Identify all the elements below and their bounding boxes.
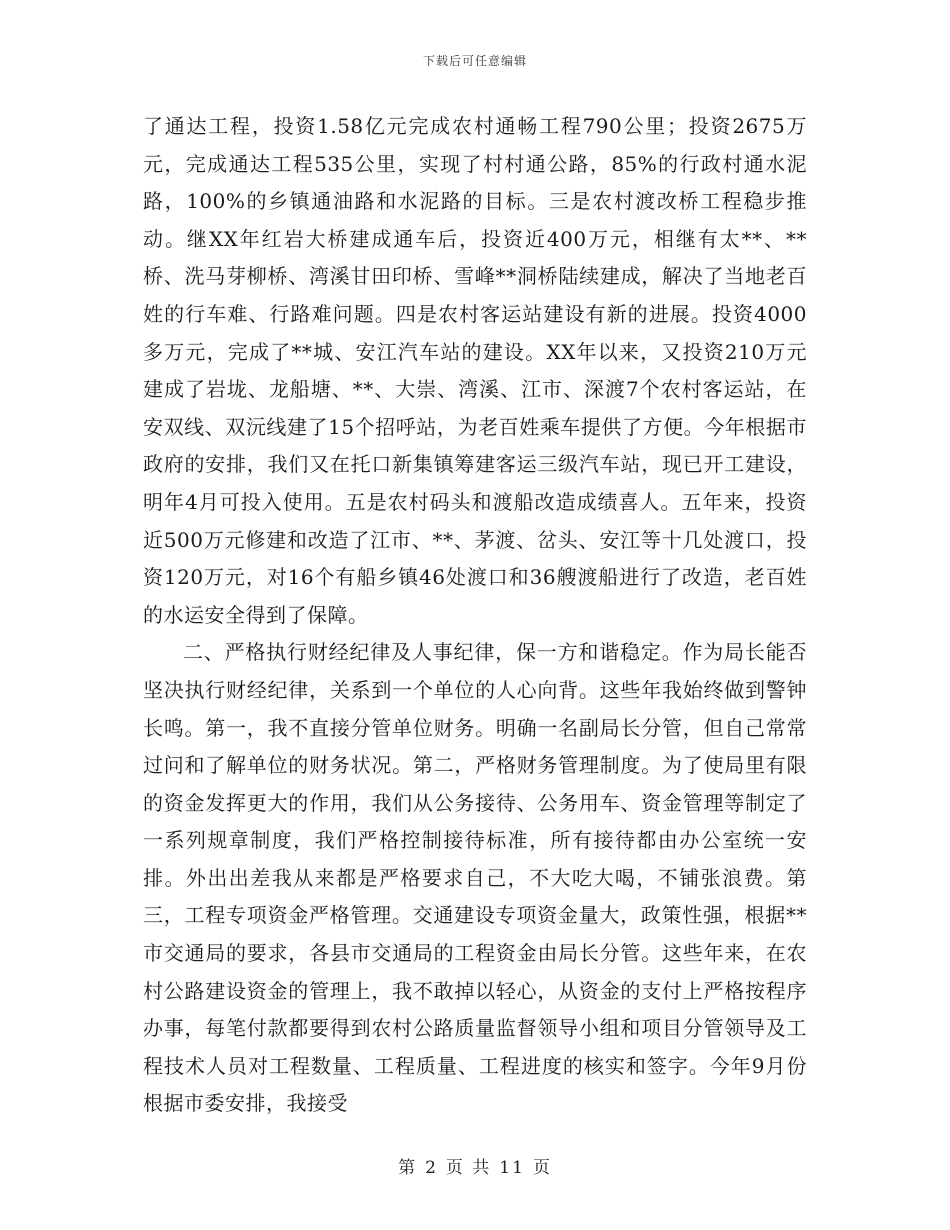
document-body bbox=[143, 108, 807, 1123]
footer-current-page: 2 bbox=[425, 1158, 438, 1178]
footer-prefix: 第 bbox=[398, 1158, 418, 1178]
page-header-note: 下载后可任意编辑 bbox=[422, 54, 527, 68]
paragraph-1: 了通达工程，投资1.58亿元完成农村通畅工程790公里；投资2675万元，完成通达工程535公里，实现了村村通公路，85%的行政村通水泥路，100%的乡镇通油路和水泥路的目标。三是农村渡改桥工程稳步推动。继XX年红岩大桥建成通车后，投资近400万元，相继有太**、**桥、洗马芽柳桥、湾溪甘田印桥、雪峰**洞桥陆续建成，解决了当地老百姓的行车难、行路难问题。四是农村客运站建设有新的进展。投资4000多万元，完成了**城、安江汽车站的建设。XX年以来，又投资210万元建成了岩垅、龙船塘、**、大崇、湾溪、江市、深渡7个农村客运站，在安双线、双沅线建了15个招呼站，为老百姓乘车提供了方便。今年根据市政府的安排，我们又在托口新集镇筹建客运三级汽车站，现已开工建设，明年4月可投入使用。五是农村码头和渡船改造成绩喜人。五年来，投资近500万元修建和改造了江市、**、茅渡、岔头、安江等十几处渡口，投资120万元，对16个有船乡镇46处渡口和36艘渡船进行了改造，老百姓的水运安全得到了保障。 bbox=[143, 114, 807, 627]
footer-total-pages: 11 bbox=[499, 1158, 525, 1178]
page-footer bbox=[0, 1153, 950, 1178]
paragraph-2: 二、严格执行财经纪律及人事纪律，保一方和谐稳定。作为局长能否坚决执行财经纪律，关系到一个单位的人心向背。这些年我始终做到警钟长鸣。第一，我不直接分管单位财务。明确一名副局长分管，但自己常常过问和了解单位的财务状况。第二，严格财务管理制度。为了使局里有限的资金发挥更大的作用，我们从公务接待、公务用车、资金管理等制定了一系列规章制度，我们严格控制接待标准，所有接待都由办公室统一安排。外出出差我从来都是严格要求自己，不大吃大喝，不铺张浪费。第三，工程专项资金严格管理。交通建设专项资金量大，政策性强，根据**市交通局的要求，各县市交通局的工程资金由局长分管。这些年来，在农村公路建设资金的管理上，我不敢掉以轻心，从资金的支付上严格按程序办事，每笔付款都要得到农村公路质量监督领导小组和项目分管领导及工程技术人员对工程数量、工程质量、工程进度的核实和签字。今年9月份根据市委安排，我接受 bbox=[143, 640, 807, 1116]
footer-middle: 页 共 bbox=[445, 1158, 492, 1178]
footer-suffix: 页 bbox=[532, 1158, 552, 1178]
